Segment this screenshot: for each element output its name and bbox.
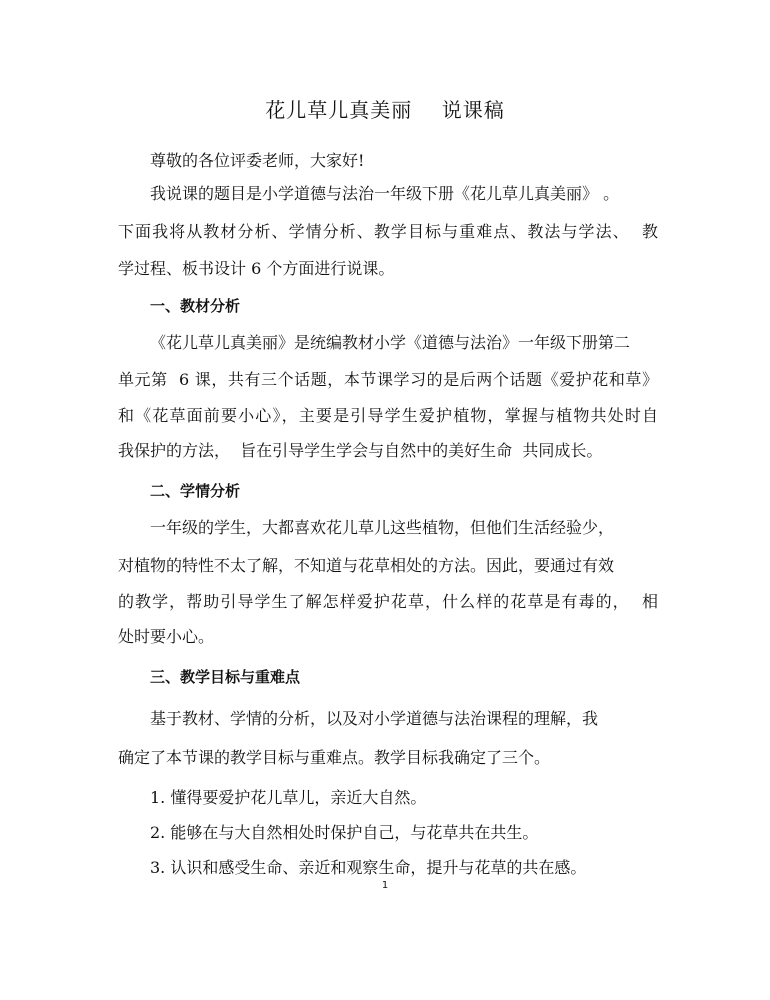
- intro-line-3: 学过程、板书设计 6 个方面进行说课。: [118, 259, 395, 278]
- intro-line-2: 下面我将从教材分析、学情分析、教学目标与重难点、教法与学法、 教: [118, 222, 658, 241]
- section-3-line-2: 确定了本节课的教学目标与重难点。教学目标我确定了三个。: [118, 748, 551, 767]
- document-title: 花儿草儿真美丽 说课稿: [265, 98, 505, 122]
- section-heading-3: 三、教学目标与重难点: [150, 668, 301, 686]
- section-2-line-3: 的教学，帮助引导学生了解怎样爱护花草，什么样的花草是有毒的， 相: [118, 592, 658, 611]
- intro-line-1: 我说课的题目是小学道德与法治一年级下册《花儿草儿真美丽》 。: [150, 184, 620, 203]
- section-heading-1: 一、教材分析: [150, 297, 241, 315]
- section-1-line-3: 和《花草面前要小心》，主要是引导学生爱护植物，掌握与植物共处时自: [118, 406, 658, 425]
- objective-item-1: 1. 懂得要爱护花儿草儿，亲近大自然。: [150, 788, 427, 807]
- objective-item-2: 2. 能够在与大自然相处时保护自己，与花草共在共生。: [150, 823, 539, 842]
- section-2-line-1: 一年级的学生，大都喜欢花儿草儿这些植物，但他们生活经验少，: [150, 518, 615, 537]
- section-1-line-4: 我保护的方法， 旨在引导学生学会与自然中的美好生命 共同成长。: [118, 441, 603, 460]
- section-2-line-4: 处时要小心。: [118, 627, 215, 646]
- section-1-line-2: 单元第 6 课，共有三个话题，本节课学习的是后两个话题《爱护花和草》: [118, 370, 658, 389]
- objective-item-3: 3. 认识和感受生命、亲近和观察生命，提升与花草的共在感。: [150, 858, 587, 877]
- section-2-line-2: 对植物的特性不太了解，不知道与花草相处的方法。因此，要通过有效: [118, 556, 615, 575]
- page-number: 1: [381, 880, 389, 891]
- greeting: 尊敬的各位评委老师，大家好!: [150, 151, 365, 170]
- section-3-line-1: 基于教材、学情的分析，以及对小学道德与法治课程的理解，我: [150, 709, 599, 728]
- section-1-line-1: 《花儿草儿真美丽》是统编教材小学《道德与法治》一年级下册第二: [150, 333, 631, 352]
- section-heading-2: 二、学情分析: [150, 482, 241, 500]
